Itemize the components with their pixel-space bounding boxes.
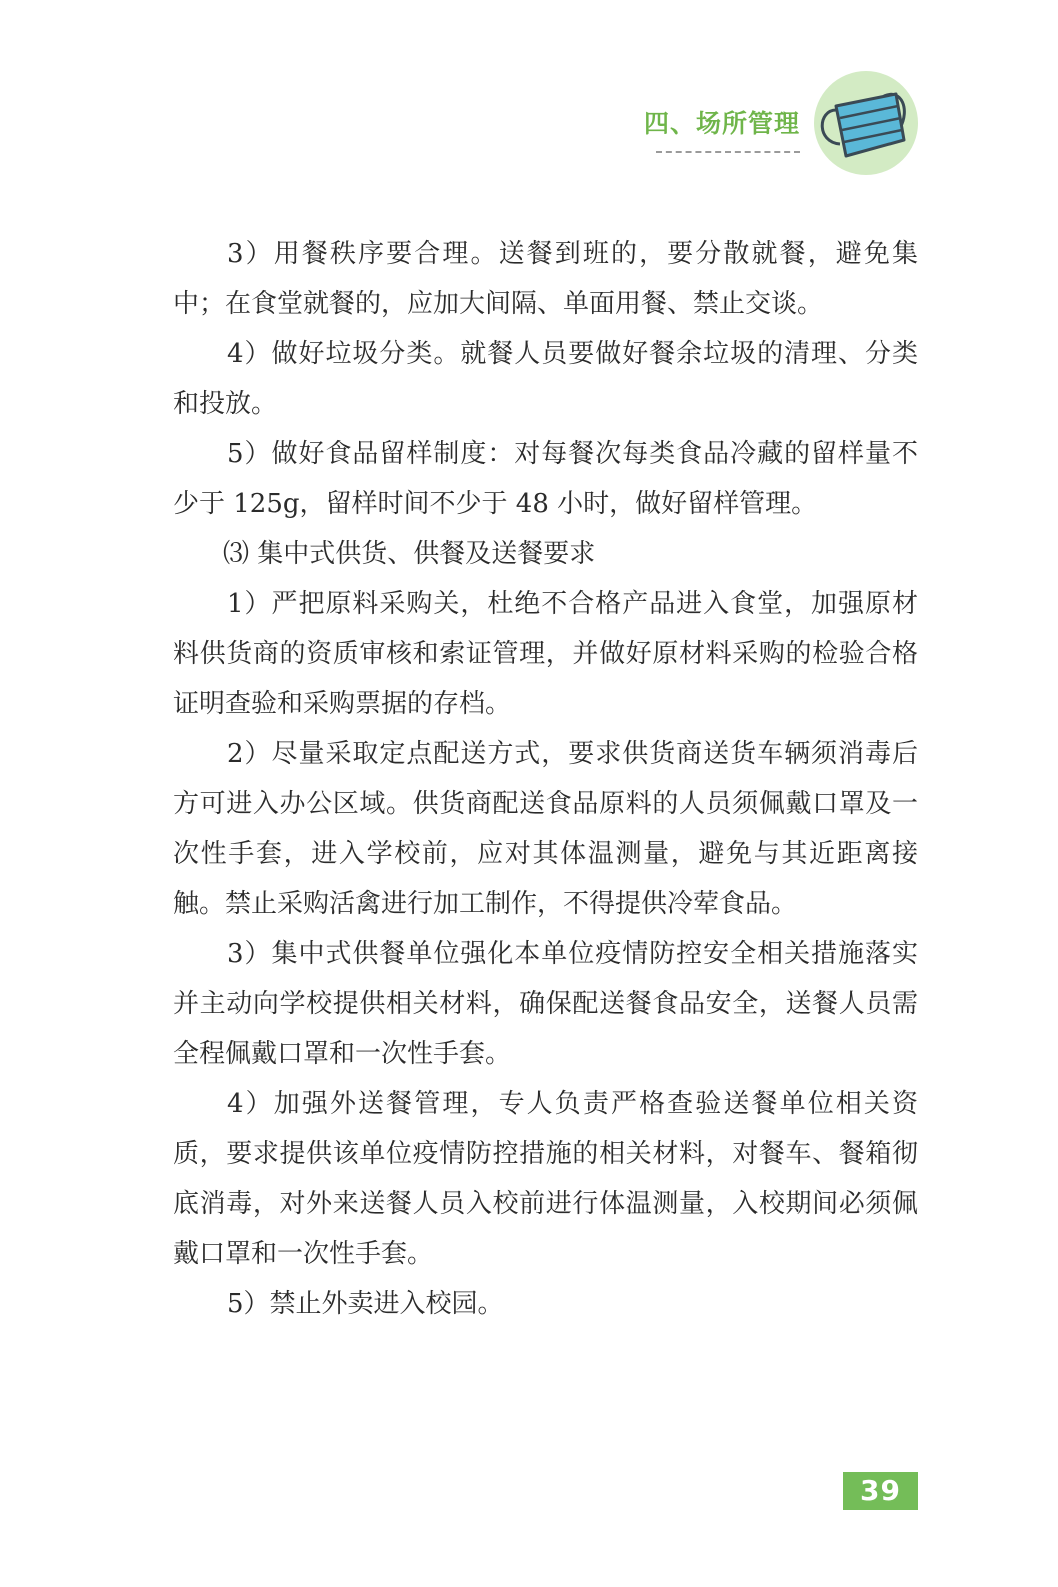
page-number-badge: 39: [843, 1472, 918, 1510]
header-dashed-rule: [656, 151, 800, 153]
paragraph: 1）严把原料采购关，杜绝不合格产品进入食堂，加强原材料供货商的资质审核和索证管理，并做好原材料采购的检验合格证明查验和采购票据的存档。: [173, 589, 918, 719]
face-mask-icon: [810, 70, 920, 176]
paragraph: 5）禁止外卖进入校园。: [227, 1289, 504, 1319]
paragraph: 2）尽量采取定点配送方式，要求供货商送货车辆须消毒后方可进入办公区域。供货商配送食品原料的人员须佩戴口罩及一次性手套，进入学校前，应对其体温测量，避免与其近距离接触。禁止采购活禽进行加工制作，不得提供冷荤食品。: [173, 739, 918, 919]
paragraph: 5）做好食品留样制度：对每餐次每类食品冷藏的留样量不少于 125g，留样时间不少于 48 小时，做好留样管理。: [173, 439, 918, 519]
paragraph: 4）做好垃圾分类。就餐人员要做好餐余垃圾的清理、分类和投放。: [173, 339, 918, 419]
paragraph: 3）集中式供餐单位强化本单位疫情防控安全相关措施落实并主动向学校提供相关材料，确保配送餐食品安全，送餐人员需全程佩戴口罩和一次性手套。: [173, 939, 918, 1069]
body-text: [173, 229, 918, 1329]
paragraph: 3）用餐秩序要合理。送餐到班的，要分散就餐，避免集中；在食堂就餐的，应加大间隔、单面用餐、禁止交谈。: [173, 239, 918, 319]
section-header-title: 四、场所管理: [643, 109, 800, 138]
subsection-heading: ⑶ 集中式供货、供餐及送餐要求: [223, 539, 596, 569]
paragraph: 4）加强外送餐管理，专人负责严格查验送餐单位相关资质，要求提供该单位疫情防控措施的相关材料，对餐车、餐箱彻底消毒，对外来送餐人员入校前进行体温测量，入校期间必须佩戴口罩和一次性手套。: [173, 1089, 918, 1269]
